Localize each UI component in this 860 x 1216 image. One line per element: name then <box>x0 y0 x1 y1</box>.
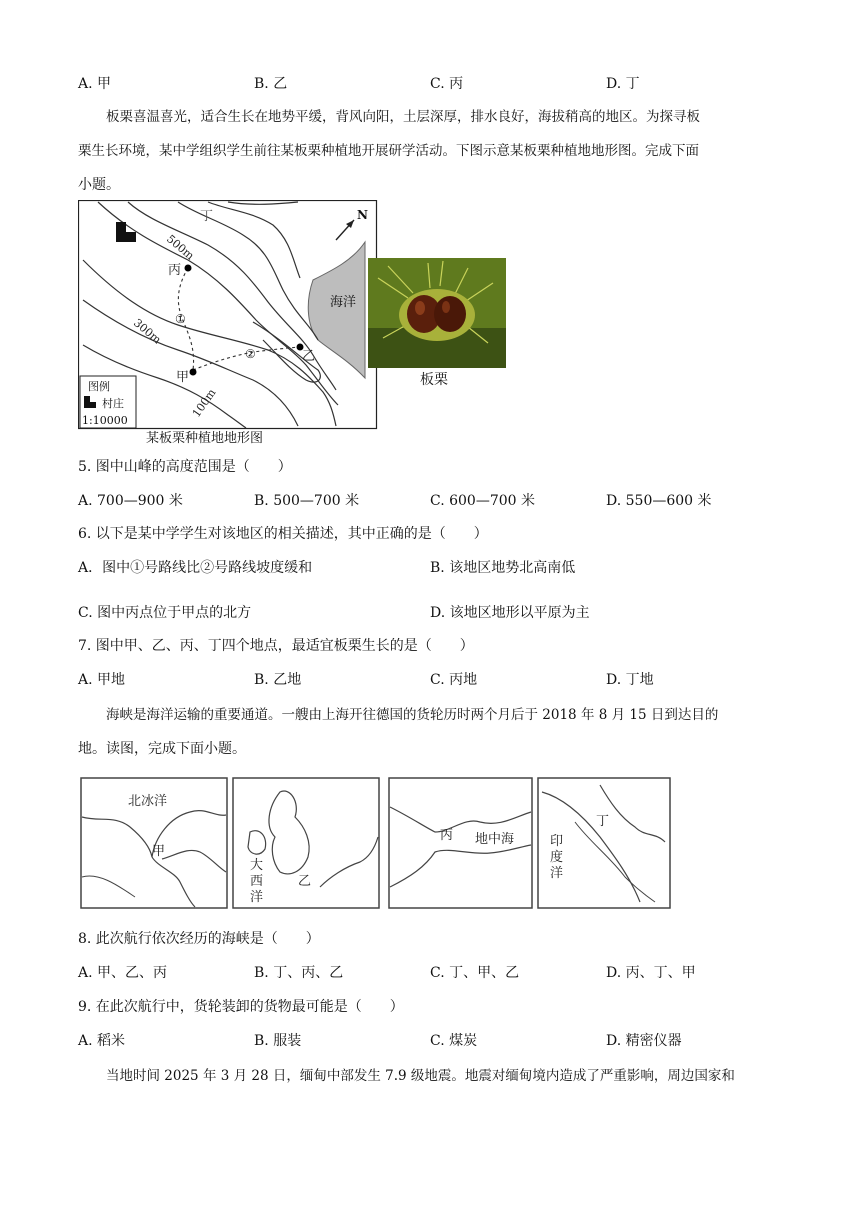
indian-label-2: 度 <box>550 850 564 865</box>
indian-label-3: 洋 <box>550 866 564 881</box>
q5-option-c: C. 600—700 米 <box>430 493 536 509</box>
strait-jia-label: 甲 <box>152 844 166 859</box>
point-jia <box>190 369 197 376</box>
q9-option-b: B. 服装 <box>254 1033 302 1049</box>
q5-option-d: D. 550—600 米 <box>606 493 712 509</box>
north-label: N <box>357 208 368 222</box>
q4-option-c: C. 丙 <box>430 76 464 92</box>
chestnut-intro-line3: 小题。 <box>78 177 120 193</box>
q9-option-c: C. 煤炭 <box>430 1033 478 1049</box>
indian-label-1: 印 <box>550 834 564 849</box>
point-bing <box>185 265 192 272</box>
point-yi-label: 乙 <box>302 349 316 364</box>
chestnut-intro-line2: 栗生长环境，某中学组织学生前往某板栗种植地开展研学活动。下图示意某板栗种植地地形图。完成下面 <box>78 143 699 159</box>
q7-stem: 7. 图中甲、乙、丙、丁四个地点，最适宜板栗生长的是（ ） <box>78 638 474 654</box>
chestnut-photo <box>368 258 506 368</box>
q6-option-a: A．图中①号路线比②号路线坡度缓和 <box>78 560 313 576</box>
contour-map-caption: 某板栗种植地地形图 <box>146 431 264 446</box>
strait-bing-label: 丙 <box>440 828 454 843</box>
strait-yi-label: 乙 <box>298 874 312 889</box>
atlantic-label-2: 西 <box>250 874 264 889</box>
q7-option-d: D. 丁地 <box>606 672 654 688</box>
strait-intro-line2: 地。读图，完成下面小题。 <box>78 741 246 757</box>
photo-caption: 板栗 <box>420 372 448 388</box>
point-ding-label: 丁 <box>200 209 214 224</box>
q6-option-c: C. 图中丙点位于甲点的北方 <box>78 605 252 621</box>
q9-option-a: A. 稻米 <box>78 1033 126 1049</box>
q9-option-d: D. 精密仪器 <box>606 1033 682 1049</box>
strait-ding-label: 丁 <box>596 814 610 829</box>
q7-option-b: B. 乙地 <box>254 672 302 688</box>
ocean-label: 海洋 <box>330 295 357 310</box>
q8-option-a: A. 甲、乙、丙 <box>78 965 168 981</box>
q4-option-a: A. 甲 <box>78 76 112 92</box>
point-bing-label: 丙 <box>168 263 182 278</box>
q8-option-d: D. 丙、丁、甲 <box>606 965 696 981</box>
point-jia-label: 甲 <box>176 370 190 385</box>
q5-stem: 5. 图中山峰的高度范围是（ ） <box>78 459 292 475</box>
contour-300-label: 300m <box>131 316 164 347</box>
q8-stem: 8. 此次航行依次经历的海峡是（ ） <box>78 931 320 947</box>
q4-option-b: B. 乙 <box>254 76 288 92</box>
q7-option-a: A. 甲地 <box>78 672 126 688</box>
chestnut-intro-line1: 板栗喜温喜光，适合生长在地势平缓，背风向阳，土层深厚，排水良好，海拔稍高的地区。为探寻板 <box>106 109 700 125</box>
q8-option-c: C. 丁、甲、乙 <box>430 965 520 981</box>
q7-option-c: C. 丙地 <box>430 672 478 688</box>
quake-intro-line1: 当地时间 2025 年 3 月 28 日，缅甸中部发生 7.9 级地震。地震对缅甸境内造成了严重影响，周边国家和 <box>106 1068 735 1084</box>
med-label: 地中海 <box>475 832 515 847</box>
q6-option-d: D. 该地区地形以平原为主 <box>430 605 590 621</box>
route-1-label: ① <box>175 312 186 326</box>
contour-map <box>78 200 378 430</box>
q6-option-b: B. 该地区地势北高南低 <box>430 560 576 576</box>
strait-maps <box>80 777 672 911</box>
arctic-label: 北冰洋 <box>128 794 168 809</box>
q9-stem: 9. 在此次航行中，货轮装卸的货物最可能是（ ） <box>78 999 404 1015</box>
q4-option-d: D. 丁 <box>606 76 640 92</box>
q5-option-b: B. 500—700 米 <box>254 493 360 509</box>
atlantic-label-1: 大 <box>250 858 264 873</box>
q6-stem: 6. 以下是某中学学生对该地区的相关描述，其中正确的是（ ） <box>78 526 488 542</box>
q5-option-a: A. 700—900 米 <box>78 493 183 509</box>
contour-500-label: 500m <box>164 232 197 263</box>
atlantic-label-3: 洋 <box>250 890 264 905</box>
route-2-label: ② <box>245 347 256 361</box>
legend-title: 图例 <box>88 380 110 393</box>
q8-option-b: B. 丁、丙、乙 <box>254 965 344 981</box>
strait-intro-line1: 海峡是海洋运输的重要通道。一艘由上海开往德国的货轮历时两个月后于 2018 年 8 月 15 日到达目的 <box>106 707 719 723</box>
contour-100-label: 100m <box>189 386 219 420</box>
legend-village-label: 村庄 <box>102 397 124 410</box>
legend-scale: 1:10000 <box>82 414 128 427</box>
